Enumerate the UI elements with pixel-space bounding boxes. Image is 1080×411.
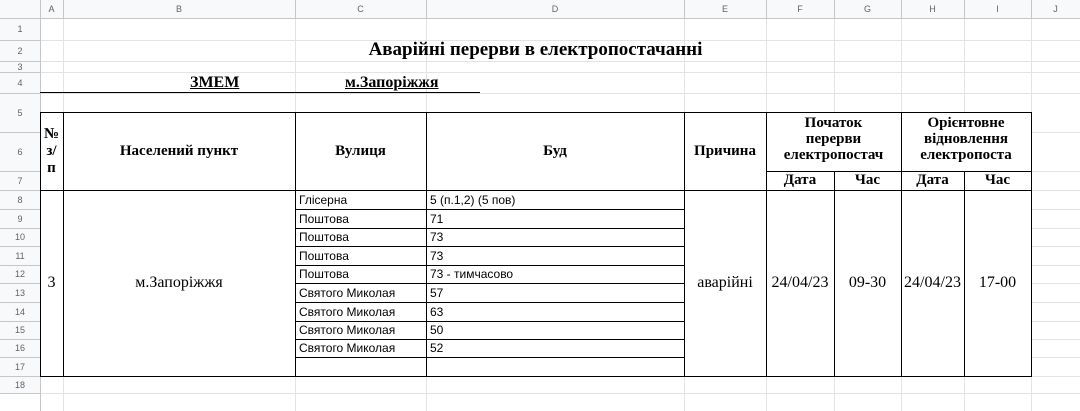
header-reason: Причина xyxy=(694,142,756,159)
sheet-title: Аварійні перерви в електропостачанні xyxy=(368,38,703,60)
header-street: Вулиця xyxy=(335,142,386,159)
building-cell[interactable]: 73 - тимчасово xyxy=(430,267,514,281)
row-header-sep xyxy=(0,132,40,133)
street-cell[interactable]: Святого Миколая xyxy=(299,323,396,337)
header-num-line: з/ xyxy=(46,142,57,159)
col-header-sep xyxy=(1031,0,1032,18)
row-header-sep xyxy=(0,339,40,340)
row-header-sep xyxy=(0,228,40,229)
column-header-c[interactable]: C xyxy=(295,0,426,18)
header-start-group xyxy=(766,112,901,171)
col-header-sep xyxy=(901,0,902,18)
row-header-4[interactable]: 4 xyxy=(0,72,40,93)
row-header-17[interactable]: 17 xyxy=(0,357,40,376)
row-header-10[interactable]: 10 xyxy=(0,228,40,246)
street-cell[interactable]: Глісерна xyxy=(299,192,348,207)
row-header-12[interactable]: 12 xyxy=(0,265,40,283)
row-header-9[interactable]: 9 xyxy=(0,209,40,228)
row-header-18[interactable]: 18 xyxy=(0,376,40,393)
header-num-line: п xyxy=(47,159,56,176)
column-header-b[interactable]: B xyxy=(63,0,295,18)
table-vline xyxy=(63,112,64,377)
col-header-sep xyxy=(834,0,835,18)
table-hline xyxy=(40,112,1032,113)
row-header-sep xyxy=(0,171,40,172)
row-header-sep xyxy=(0,357,40,358)
building-cell[interactable]: 50 xyxy=(430,323,444,337)
header-end-group-line: Орієнтовне xyxy=(927,115,1005,131)
row-header-sep xyxy=(0,321,40,322)
table-vline xyxy=(766,112,767,377)
row-header-13[interactable]: 13 xyxy=(0,283,40,302)
record-settlement[interactable]: м.Запоріжжя xyxy=(135,274,223,291)
table-hline xyxy=(766,171,1032,172)
street-cell[interactable]: Святого Миколая xyxy=(299,341,396,355)
header-num-line: № xyxy=(43,125,60,142)
row-header-sep xyxy=(0,72,40,73)
table-vline xyxy=(1031,112,1032,377)
header-divider xyxy=(0,18,1080,19)
building-cell[interactable]: 71 xyxy=(430,211,444,226)
row-header-5[interactable]: 5 xyxy=(0,93,40,132)
row-header-sep xyxy=(0,190,40,191)
header-start-group-line: перерви xyxy=(805,131,862,147)
record-num[interactable]: 3 xyxy=(47,274,56,291)
street-cell[interactable]: Поштова xyxy=(299,211,349,226)
row-header-1[interactable]: 1 xyxy=(0,18,40,40)
building-cell[interactable]: 5 (п.1,2) (5 пов) xyxy=(430,192,516,207)
org-name: ЗМЕМ xyxy=(190,73,240,91)
record-end-time[interactable]: 17-00 xyxy=(978,274,1017,291)
building-cell[interactable]: 57 xyxy=(430,285,444,300)
header-start-time: Час xyxy=(854,172,881,188)
street-cell[interactable]: Поштова xyxy=(299,248,349,263)
address-row-border xyxy=(295,357,684,358)
col-header-sep xyxy=(766,0,767,18)
header-end-group-line: відновлення xyxy=(923,131,1008,147)
row-header-16[interactable]: 16 xyxy=(0,339,40,357)
row-header-sep xyxy=(0,61,40,62)
grid-row-line xyxy=(40,393,1080,394)
table-vline xyxy=(295,112,296,377)
row-header-sep xyxy=(0,93,40,94)
building-cell[interactable]: 73 xyxy=(430,248,444,263)
header-building: Буд xyxy=(543,142,567,159)
column-header-e[interactable]: E xyxy=(684,0,766,18)
table-vline xyxy=(684,112,685,377)
record-end-date[interactable]: 24/04/23 xyxy=(904,274,961,291)
col-header-sep xyxy=(964,0,965,18)
row-header-3[interactable]: 3 xyxy=(0,61,40,72)
row-header-sep xyxy=(0,246,40,247)
street-cell[interactable]: Поштова xyxy=(299,267,349,281)
column-header-i[interactable]: I xyxy=(964,0,1031,18)
col-header-sep xyxy=(295,0,296,18)
col-header-sep xyxy=(684,0,685,18)
table-hline xyxy=(40,190,1032,191)
row-header-sep xyxy=(0,393,40,394)
column-header-h[interactable]: H xyxy=(901,0,964,18)
header-end-group-line: електропоста xyxy=(920,147,1012,163)
column-header-j[interactable]: J xyxy=(1031,0,1080,18)
row-header-sep xyxy=(0,283,40,284)
header-start-date: Дата xyxy=(783,172,817,188)
table-vline xyxy=(964,171,965,377)
table-vline xyxy=(834,171,835,377)
street-cell[interactable]: Святого Миколая xyxy=(299,285,396,300)
header-start-group-line: електропостач xyxy=(783,147,884,163)
row-header-14[interactable]: 14 xyxy=(0,302,40,321)
header-num xyxy=(40,112,63,190)
street-cell[interactable]: Святого Миколая xyxy=(299,304,396,319)
header-start-group-line: Початок xyxy=(804,115,863,131)
grid-row-line xyxy=(40,93,1080,94)
street-cell[interactable]: Поштова xyxy=(299,230,349,244)
column-header-d[interactable]: D xyxy=(426,0,684,18)
building-cell[interactable]: 63 xyxy=(430,304,444,319)
record-start-date[interactable]: 24/04/23 xyxy=(771,274,829,291)
row-header-sep xyxy=(0,40,40,41)
row-header-8[interactable]: 8 xyxy=(0,190,40,209)
row-header-15[interactable]: 15 xyxy=(0,321,40,339)
row-header-6[interactable]: 6 xyxy=(0,132,40,171)
record-reason[interactable]: аварійні xyxy=(697,274,753,291)
header-settlement: Населений пункт xyxy=(119,142,239,159)
row-header-7[interactable]: 7 xyxy=(0,171,40,190)
table-hline xyxy=(40,376,1032,377)
column-header-f[interactable]: F xyxy=(766,0,834,18)
col-header-sep xyxy=(63,0,64,18)
column-header-g[interactable]: G xyxy=(834,0,901,18)
grid-row-line xyxy=(40,61,1080,62)
row-header-sep xyxy=(0,209,40,210)
table-vline xyxy=(901,112,902,377)
row-header-11[interactable]: 11 xyxy=(0,246,40,265)
row-header-sep xyxy=(0,265,40,266)
column-header-a[interactable]: A xyxy=(40,0,63,18)
building-cell[interactable]: 52 xyxy=(430,341,444,355)
header-end-time: Час xyxy=(984,172,1011,188)
header-end-date: Дата xyxy=(916,172,949,188)
col-header-sep xyxy=(40,0,41,18)
building-cell[interactable]: 73 xyxy=(430,230,444,244)
table-vline xyxy=(426,112,427,377)
header-end-group xyxy=(901,112,1031,171)
table-vline xyxy=(40,112,41,377)
city-name: м.Запоріжжя xyxy=(345,73,439,91)
row-header-sep xyxy=(0,302,40,303)
corner-cell[interactable] xyxy=(0,0,40,18)
col-header-sep xyxy=(426,0,427,18)
row-header-2[interactable]: 2 xyxy=(0,40,40,61)
row-header-sep xyxy=(0,376,40,377)
record-start-time[interactable]: 09-30 xyxy=(848,274,887,291)
